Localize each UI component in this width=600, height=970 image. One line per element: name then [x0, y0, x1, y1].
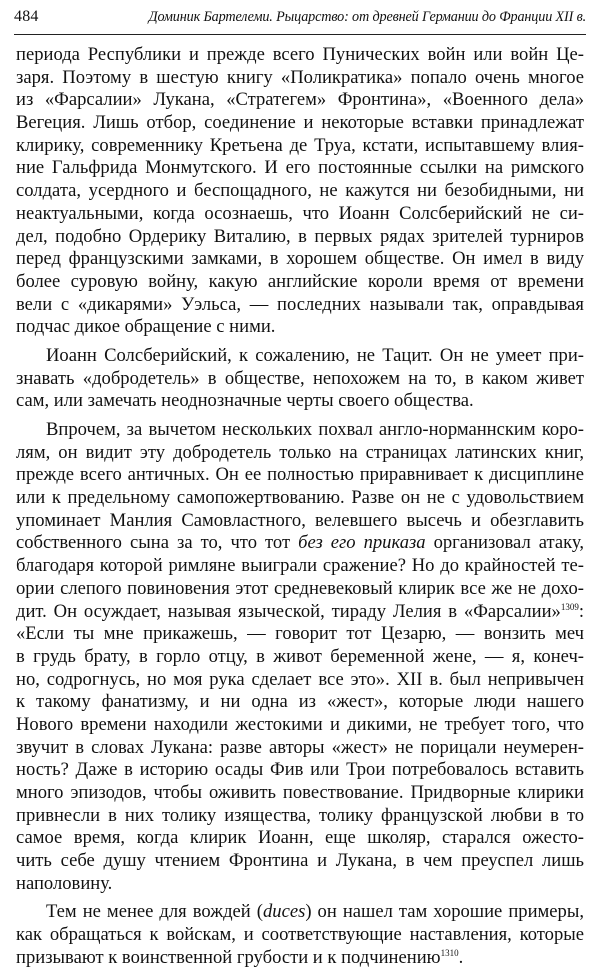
text-run: знавать «добродетель» в обществе, непохожем на то, в каком живет — [16, 367, 584, 389]
text-line — [16, 827, 584, 850]
text-line — [16, 669, 584, 692]
text-line — [16, 368, 584, 391]
text-line — [16, 714, 584, 737]
text-run: вели с «дикарями» Уэльса, — последних называли так, оправдывая — [16, 293, 584, 315]
text-line — [16, 901, 584, 924]
text-line — [16, 390, 584, 413]
text-run: Вегеция. Лишь отбор, соединение и некоторые вставки принадлежат — [16, 112, 584, 134]
footnote-ref: 1309 — [560, 601, 579, 612]
text-run: призывают к воинственной грубости и к подчинению — [16, 946, 441, 968]
text-run: дит. Он осуждает, называя языческой, тираду Лелия в «Фарсалии» — [16, 600, 561, 622]
text-line — [16, 691, 584, 714]
text-run: «Если ты мне прикажешь, — говорит тот Цезарю, — вонзить меч — [16, 623, 584, 645]
text-line — [16, 601, 584, 624]
text-run: периода Республики и прежде всего Пунических войн или войн Це- — [16, 44, 584, 65]
text-line — [16, 135, 584, 158]
text-run: прежде всего античных. Он ее полностью приравнивает к дисциплине — [16, 464, 584, 486]
text-run: чить себе душу чтением Фронтина и Лукана, в чем преуспел лишь — [16, 850, 584, 872]
text-run: благодаря которой римляне выиграли сражение? Но до крайностей те- — [16, 555, 584, 577]
text-line — [16, 294, 584, 317]
paragraph — [16, 44, 584, 339]
text-line — [16, 248, 584, 271]
footnote-ref: 1310 — [440, 947, 459, 958]
text-run: наполовину. — [16, 872, 113, 894]
text-run: но, содрогнусь, но моя рука сделает все это». XII в. был непривычен — [16, 668, 584, 690]
text-line — [16, 67, 584, 90]
text-run: к такому фанатизму, и ни одна из «жест», которые люди нашего — [16, 691, 584, 713]
text-run: организовал атаку, — [425, 532, 584, 554]
text-run: звучит в словах Лукана: разве авторы «жест» не порицали неумерен- — [16, 736, 584, 758]
paragraph — [16, 345, 584, 413]
italic-text: duces — [262, 901, 306, 923]
text-run: из «Фарсалии» Лукана, «Стратегем» Фронтина», «Военного дела» — [16, 89, 584, 111]
text-line — [16, 555, 584, 578]
text-line — [16, 646, 584, 669]
text-line — [16, 850, 584, 873]
text-line — [16, 805, 584, 828]
text-run: много эпизодов, чтобы оживить повествование. Придворные клирики — [16, 782, 584, 803]
text-run: ние Гальфрида Монмутского. И его постоянные ссылки на римского — [16, 157, 584, 179]
text-run: заря. Поэтому в шестую книгу «Поликратика» попало очень многое — [16, 66, 584, 88]
text-run: сам, или замечать неоднозначные черты своего общества. — [16, 390, 474, 412]
text-line — [16, 44, 584, 67]
text-line — [16, 532, 584, 555]
text-run: Впрочем, за вычетом нескольких похвал англо-норманнским коро- — [46, 419, 584, 440]
text-run: дел, подобно Ордерику Виталию, в первых рядах зрителей турниров — [16, 225, 584, 247]
page-number: 484 — [14, 8, 39, 25]
text-line — [16, 203, 584, 226]
text-run: упоминает Манлия Самовластного, велевшего высечь и обезглавить — [16, 509, 584, 531]
text-line — [16, 947, 584, 970]
running-title: Доминик Бартелеми. Рыцарство: от древней Германии до Франции XII в. — [148, 9, 586, 25]
italic-text: без его приказа — [298, 532, 426, 554]
text-line — [16, 419, 584, 442]
paragraph — [16, 901, 584, 969]
text-line — [16, 271, 584, 294]
text-line — [16, 345, 584, 368]
page-header — [14, 8, 586, 35]
body-text — [16, 44, 584, 970]
text-run: или к предельному самопожертвованию. Разве он не с удовольствием — [16, 487, 584, 509]
text-run: . — [458, 946, 464, 968]
text-line — [16, 180, 584, 203]
text-line — [16, 487, 584, 510]
text-run: более суровую войну, какую английские короли время от времени — [16, 270, 584, 292]
text-run: самое время, когда клирик Иоанн, еще школяр, старался ожесто- — [16, 827, 584, 849]
text-run: ории слепого повиновения этот средневековый клирик все же не дохо- — [16, 577, 584, 599]
text-line — [16, 924, 584, 947]
text-line — [16, 510, 584, 533]
text-line — [16, 226, 584, 249]
text-run: Тем не менее для вождей ( — [46, 901, 263, 923]
text-line — [16, 157, 584, 180]
text-line — [16, 782, 584, 805]
text-run: Иоанн Солсберийский, к сожалению, не Тацит. Он не умеет при- — [46, 344, 584, 366]
text-line — [16, 623, 584, 646]
text-run: подчас дикое обращение с ними. — [16, 316, 276, 338]
text-line — [16, 464, 584, 487]
text-line — [16, 112, 584, 135]
text-line — [16, 316, 584, 339]
text-line — [16, 873, 584, 896]
text-line — [16, 442, 584, 465]
text-run: привнесли в них толику изящества, толику французской любви в то — [16, 804, 584, 826]
text-run: лям, он видит эту добродетель только на страницах латинских книг, — [16, 441, 584, 463]
text-run: клирику, современнику Кретьена де Труа, кстати, испытавшему влия- — [16, 134, 584, 156]
paragraph — [16, 419, 584, 895]
text-run: Нового времени находили жестокими и дикими, не требует того, что — [16, 713, 584, 735]
text-run: солдата, усердного и беспощадного, не кажутся ни безобидными, ни — [16, 180, 584, 202]
text-run: ) он нашел там хорошие примеры, — [305, 901, 584, 923]
text-run: собственного сына за то, что тот — [16, 532, 299, 554]
text-run: неактуальными, когда осознаешь, что Иоанн Солсберийский не си- — [16, 202, 584, 224]
text-run: ность? Даже в историю осады Фив или Трои потребовалось вставить — [16, 759, 584, 781]
text-run: : — [578, 600, 584, 622]
text-line — [16, 578, 584, 601]
text-run: как обращаться к войскам, и соответствующие наставления, которые — [16, 924, 584, 946]
text-line — [16, 737, 584, 760]
text-run: в грудь брату, в горло отцу, в живот беременной жене, — я, конеч- — [16, 645, 584, 667]
text-line — [16, 759, 584, 782]
text-line — [16, 89, 584, 112]
text-run: перед французскими замками, в хорошем обществе. Он имел в виду — [16, 248, 584, 270]
